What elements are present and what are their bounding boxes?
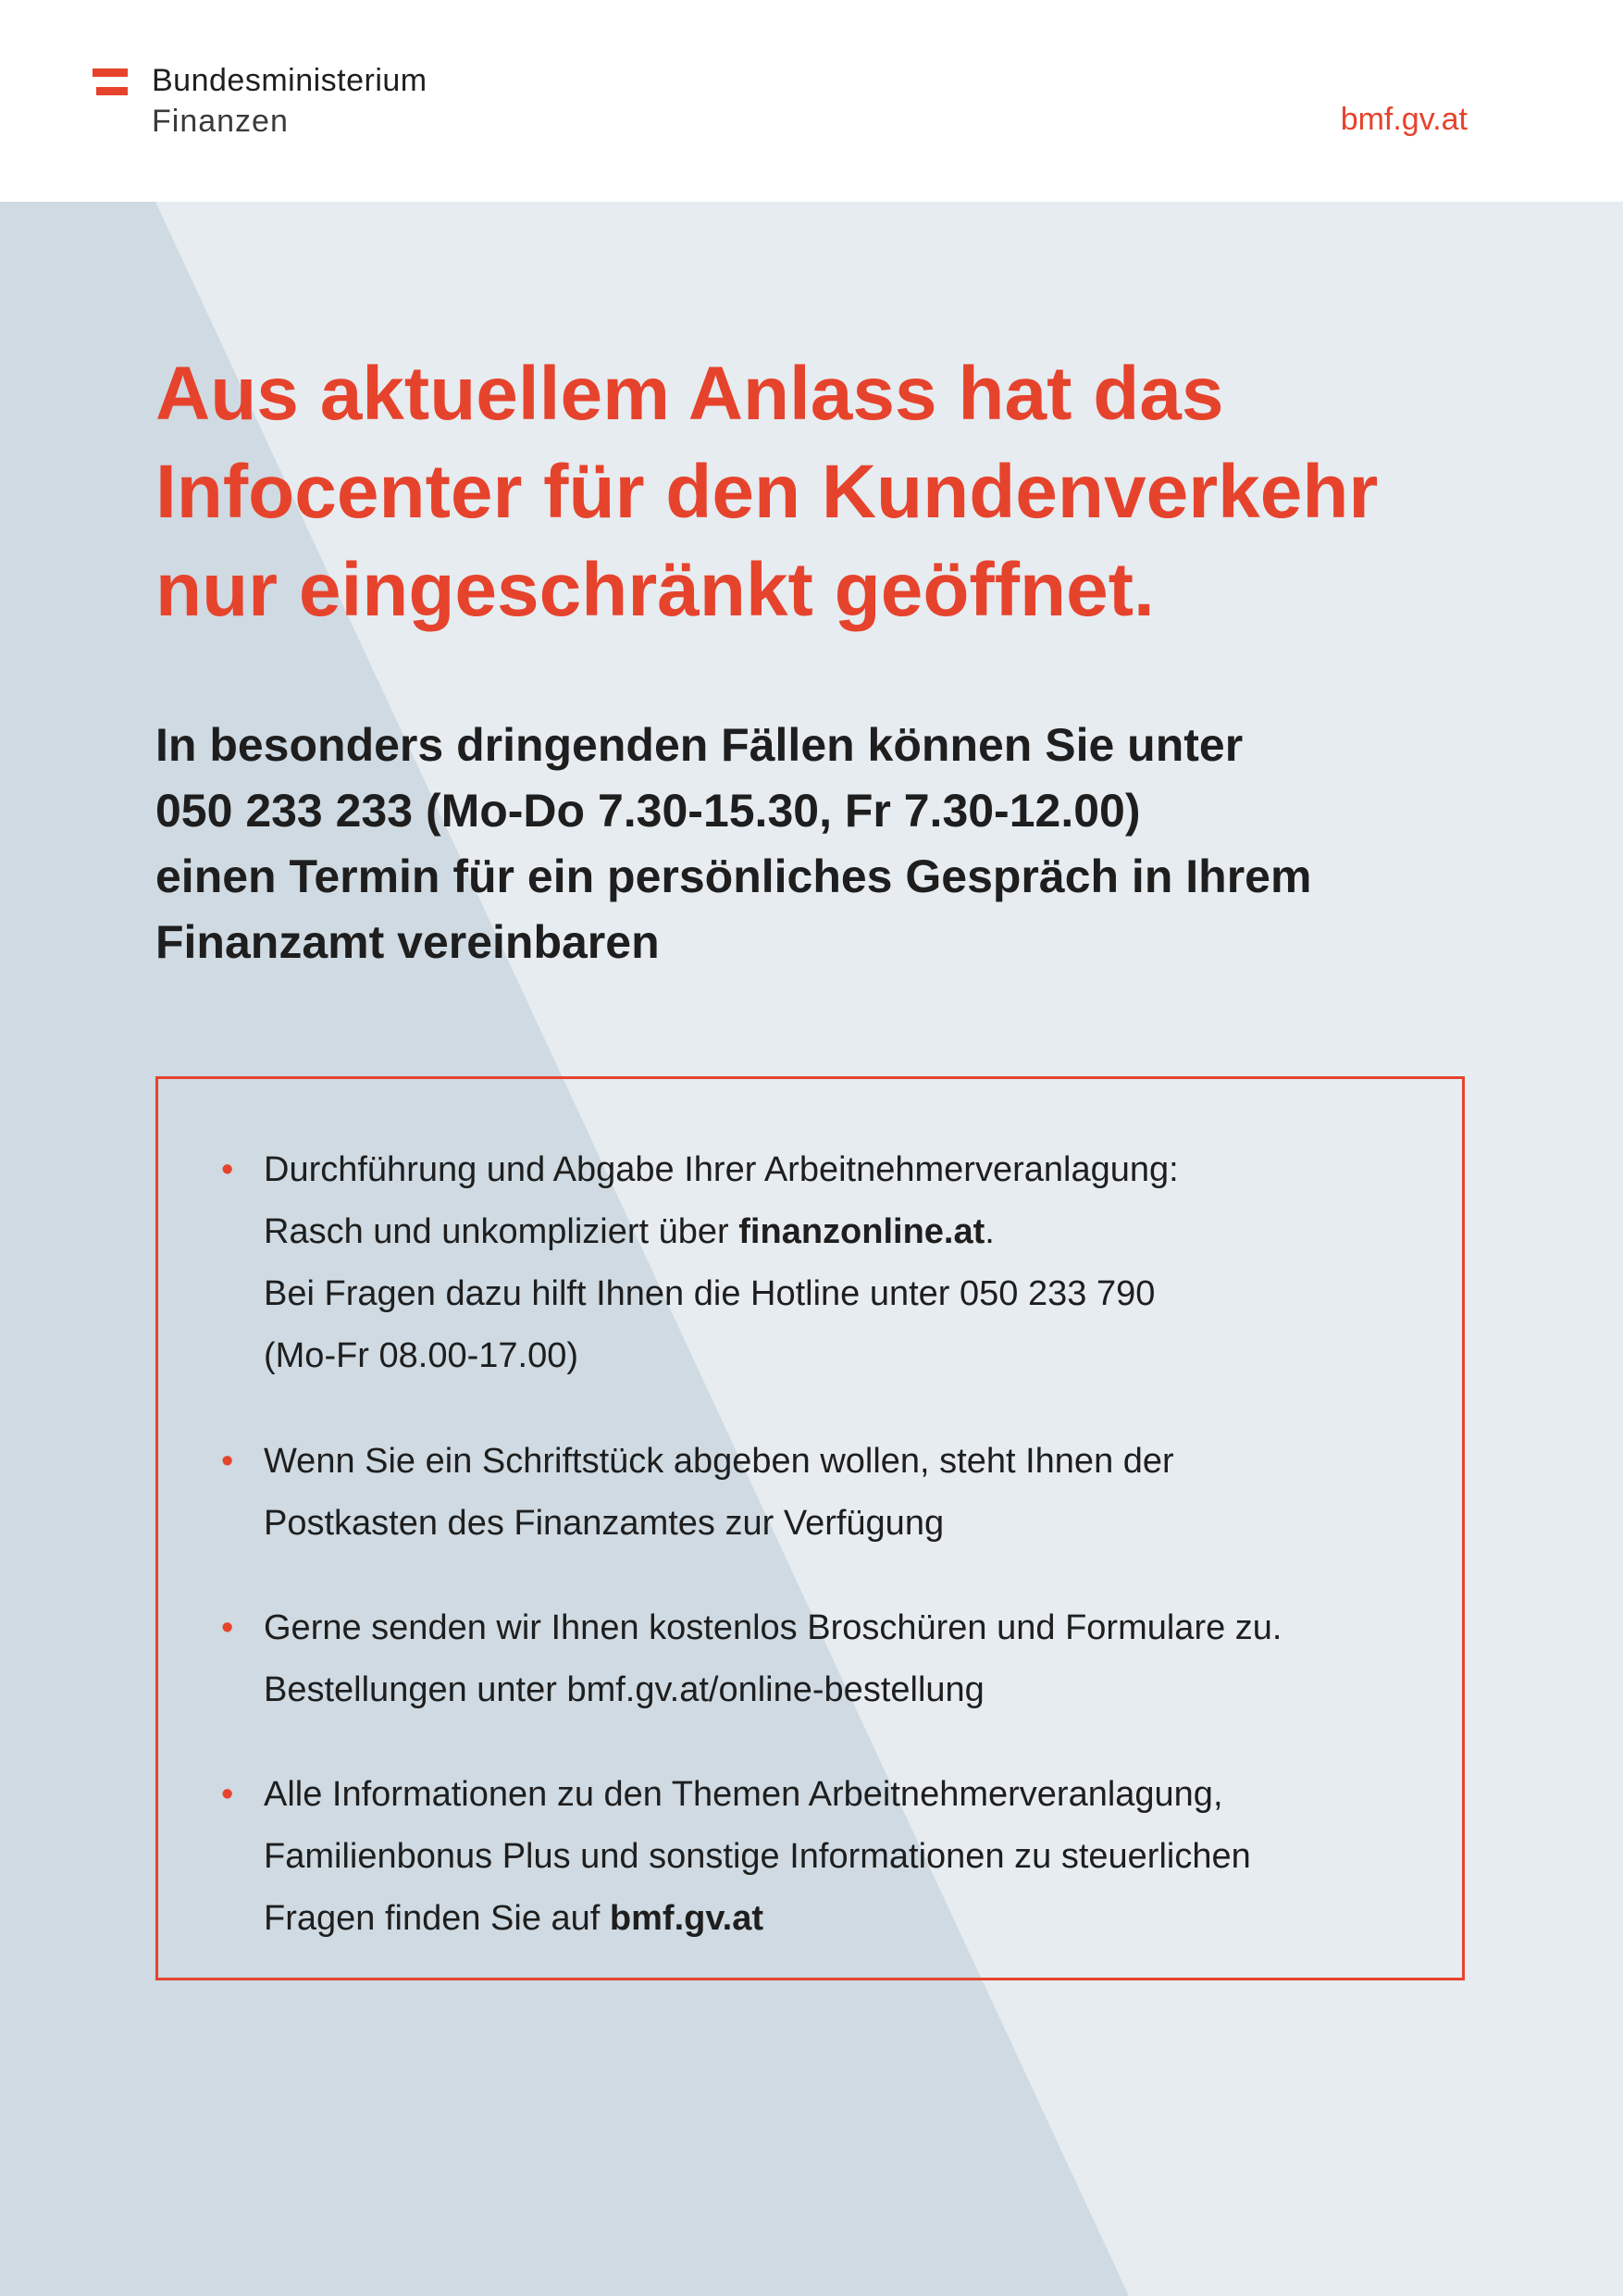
list-item (158, 1764, 1454, 1950)
subhead-line: Finanzamt vereinbaren (155, 916, 660, 968)
list-item (158, 1139, 1454, 1387)
logo-text-ministry: Bundesministerium (152, 63, 427, 98)
item-line: Gerne senden wir Ihnen kostenlos Broschüren und Formulare zu. (264, 1608, 1282, 1647)
item-line: Familienbonus Plus und sonstige Informationen zu steuerlichen (264, 1837, 1251, 1876)
logo-text-finanzen: Finanzen (152, 104, 289, 139)
item-line-order-link: Bestellungen unter bmf.gv.at/online-bestellung (264, 1670, 985, 1709)
subhead (155, 713, 1497, 975)
list-item (158, 1597, 1454, 1721)
info-box (155, 1076, 1465, 1980)
bullet-icon: • (221, 1150, 234, 1189)
finanzonline-link[interactable]: finanzonline.at (738, 1212, 985, 1251)
site-link[interactable]: bmf.gv.at (1340, 102, 1468, 137)
content-panel (0, 202, 1623, 2296)
headline-line: nur eingeschränkt geöffnet. (155, 548, 1155, 632)
list-item (158, 1431, 1454, 1555)
austria-flag-icon (93, 68, 128, 96)
item-line: Alle Informationen zu den Themen Arbeitnehmerveranlagung, (264, 1775, 1223, 1814)
item-line: Postkasten des Finanzamtes zur Verfügung (264, 1504, 945, 1543)
bmf-logo[interactable] (93, 63, 463, 146)
bullet-icon: • (221, 1442, 234, 1481)
item-line-hotline: Bei Fragen dazu hilft Ihnen die Hotline unter 050 233 790 (264, 1274, 1156, 1313)
item-line: Wenn Sie ein Schriftstück abgeben wollen, steht Ihnen der (264, 1442, 1174, 1481)
subhead-line: In besonders dringenden Fällen können Sie unter (155, 719, 1244, 771)
headline-line: Aus aktuellem Anlass hat das (155, 352, 1224, 436)
bmf-link[interactable]: bmf.gv.at (609, 1899, 764, 1938)
item-line: Fragen finden Sie auf bmf.gv.at (264, 1899, 764, 1938)
headline (155, 345, 1497, 639)
subhead-line-phone: 050 233 233 (Mo-Do 7.30-15.30, Fr 7.30-12.00) (155, 785, 1141, 837)
subhead-line: einen Termin für ein persönliches Gespräch in Ihrem (155, 850, 1312, 902)
item-line: Rasch und unkompliziert über finanzonline.at. (264, 1212, 995, 1251)
headline-line: Infocenter für den Kundenverkehr (155, 450, 1379, 534)
header (0, 0, 1623, 202)
item-line: Durchführung und Abgabe Ihrer Arbeitnehmerveranlagung: (264, 1150, 1179, 1189)
item-line-hours: (Mo-Fr 08.00-17.00) (264, 1336, 579, 1375)
bullet-icon: • (221, 1608, 234, 1647)
bullet-icon: • (221, 1775, 234, 1814)
